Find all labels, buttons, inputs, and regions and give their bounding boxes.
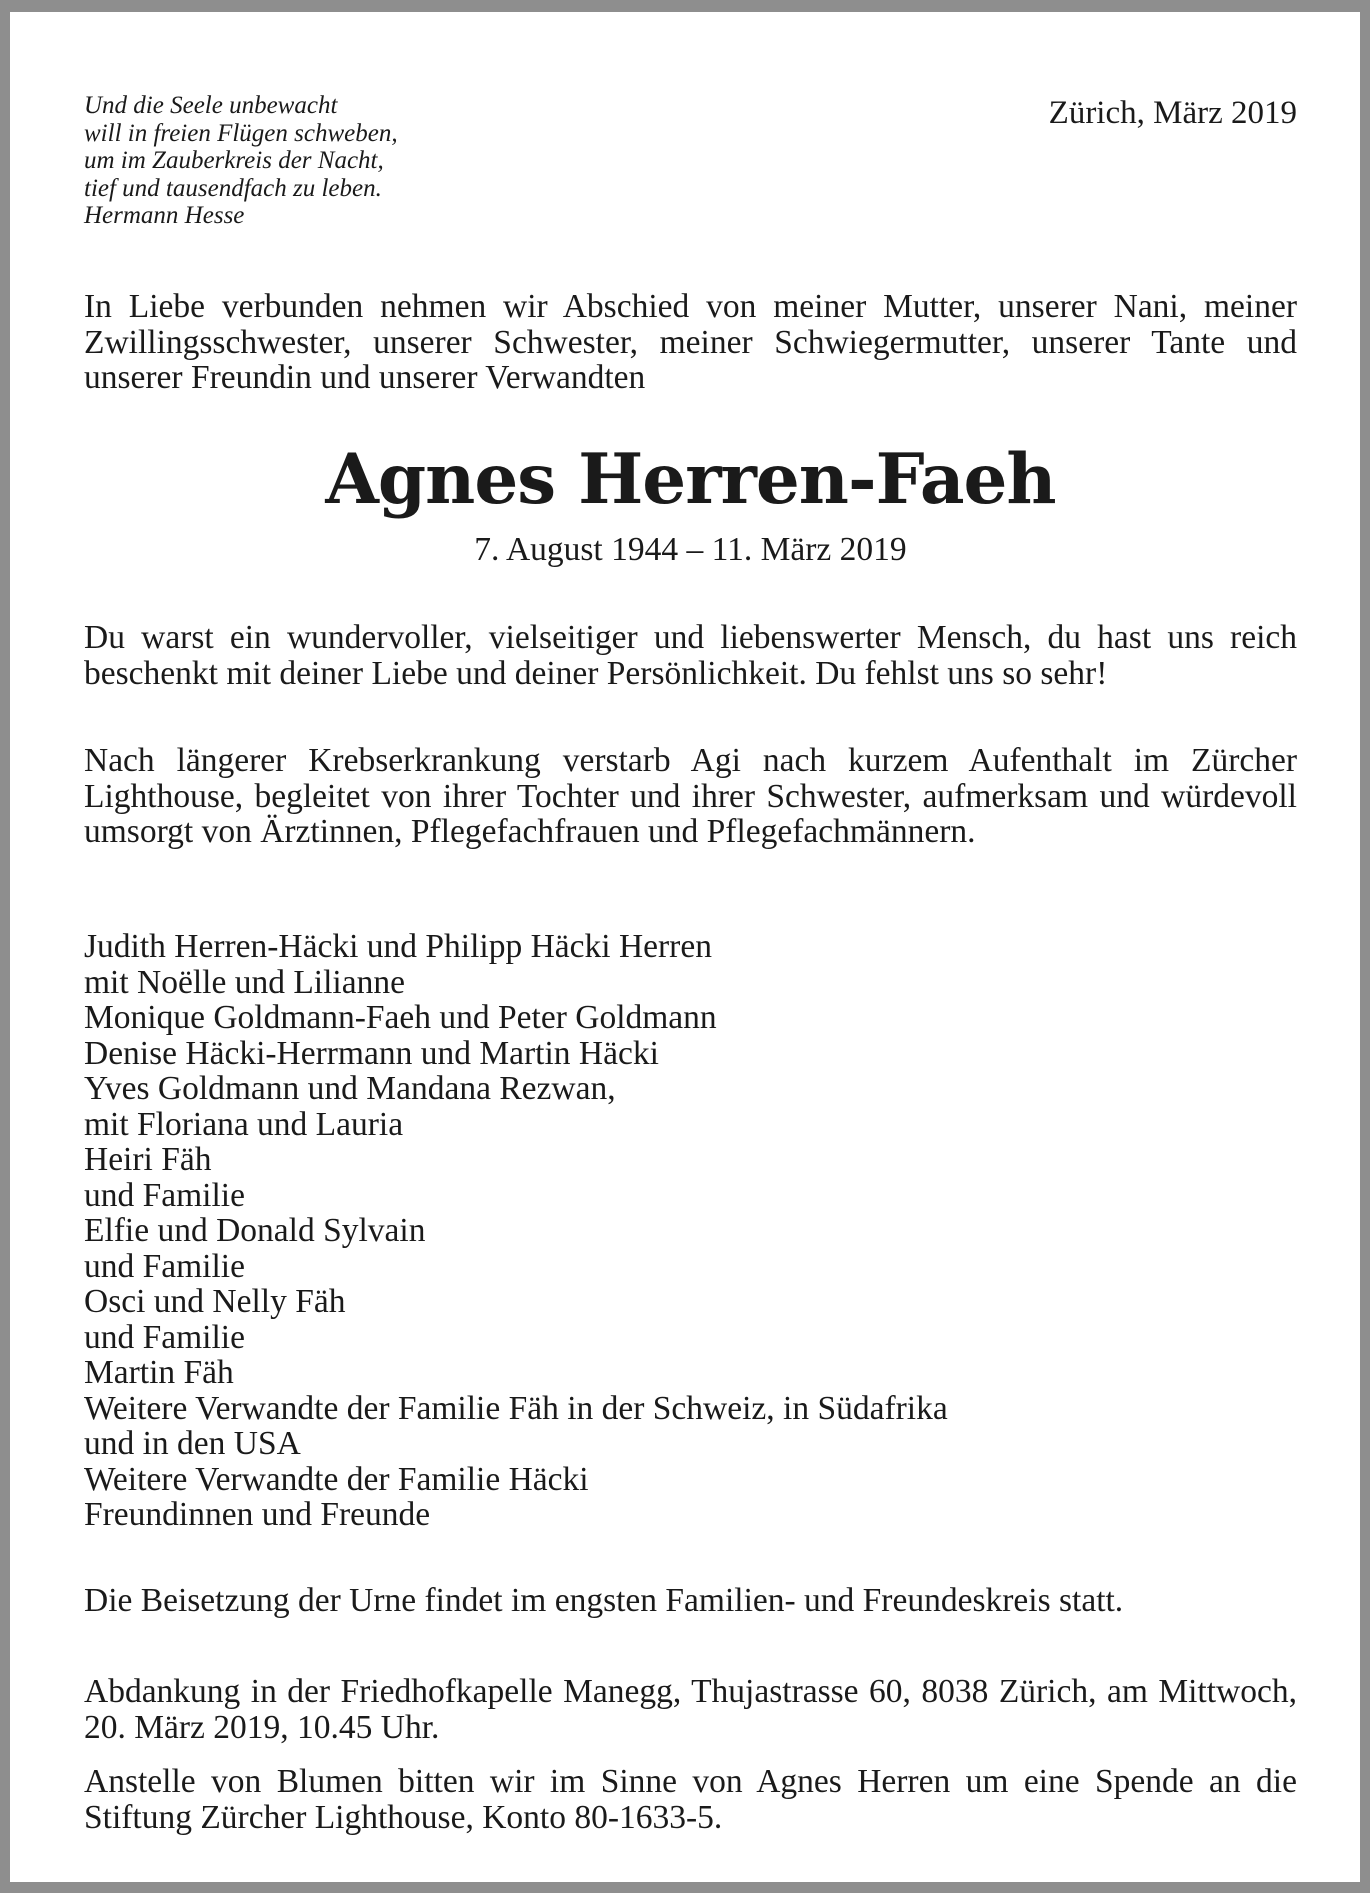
mourner-line: Weitere Verwandte der Familie Fäh in der Schweiz, in Südafrika bbox=[84, 1389, 948, 1427]
intro-text: In Liebe verbunden nehmen wir Abschied von meiner Mutter, unserer Nani, meiner Zwillingsschwester, unserer Schwester, meiner Schwiegermutter, unserer Tante und unserer Freundin und unserer Verwandten bbox=[84, 288, 1297, 396]
life-dates: 7. August 1944 – 11. März 2019 bbox=[474, 531, 907, 568]
mourner-line: Elfie und Donald Sylvain bbox=[84, 1212, 426, 1249]
mourner-line: Freundinnen und Freunde bbox=[84, 1496, 431, 1533]
mourners-list bbox=[84, 929, 1297, 1533]
mourner-line: und in den USA bbox=[84, 1425, 301, 1462]
mourner-line: Osci und Nelly Fäh bbox=[84, 1283, 346, 1320]
mourner-line: Heiri Fäh bbox=[84, 1141, 212, 1178]
passing-paragraph: Nach längerer Krebserkrankung verstarb Agi nach kurzem Aufenthalt im Zürcher Lighthouse, begleitet von ihrer Tochter und ihrer Schwester, aufmerksam und würdevoll umsorgt von Ärztinnen, Pflegefachfrauen und Pflegefachmännern. bbox=[84, 742, 1297, 850]
mourner-line: Denise Häcki-Herrmann und Martin Häcki bbox=[84, 1034, 659, 1072]
donation-paragraph: Anstelle von Blumen bitten wir im Sinne von Agnes Herren um eine Spende an die Stiftung Zürcher Lighthouse, Konto 80-1633-5. bbox=[84, 1763, 1297, 1836]
mourner-line: Judith Herren-Häcki und Philipp Häcki Herren bbox=[84, 928, 712, 965]
poem-quote bbox=[84, 92, 398, 230]
mourner-line: und Familie bbox=[84, 1318, 245, 1356]
deceased-name: Agnes Herren-Faeh bbox=[325, 439, 1056, 520]
mourner-line: Weitere Verwandte der Familie Häcki bbox=[84, 1460, 589, 1498]
ceremony-paragraph: Abdankung in der Friedhofkapelle Manegg, Thujastrasse 60, 8038 Zürich, am Mittwoch, 20. März 2019, 10.45 Uhr. bbox=[84, 1673, 1297, 1746]
mourner-line: Monique Goldmann-Faeh und Peter Goldmann bbox=[84, 999, 717, 1036]
burial-paragraph: Die Beisetzung der Urne findet im engsten Familien- und Freundeskreis statt. bbox=[84, 1582, 1124, 1619]
poem-author: Hermann Hesse bbox=[84, 202, 245, 229]
poem-line: will in freien Flügen schweben, bbox=[84, 119, 398, 147]
obituary-page bbox=[10, 12, 1360, 1882]
mourner-line: mit Noëlle und Lilianne bbox=[84, 963, 405, 1001]
place-date: Zürich, März 2019 bbox=[1048, 95, 1297, 131]
mourner-line: und Familie bbox=[84, 1176, 245, 1214]
mourner-line: mit Floriana und Lauria bbox=[84, 1105, 404, 1143]
obituary-content bbox=[84, 78, 1297, 1836]
header bbox=[84, 78, 1297, 228]
mourner-line: Martin Fäh bbox=[84, 1354, 234, 1391]
poem-line: Und die Seele unbewacht bbox=[84, 92, 338, 119]
poem-line: um im Zauberkreis der Nacht, bbox=[84, 147, 384, 174]
mourner-line: und Familie bbox=[84, 1247, 245, 1285]
poem-line: tief und tausendfach zu leben. bbox=[84, 174, 382, 202]
mourner-line: Yves Goldmann und Mandana Rezwan, bbox=[84, 1070, 616, 1107]
tribute-paragraph: Du warst ein wundervoller, vielseitiger und liebenswerter Mensch, du hast uns reich beschenkt mit deiner Liebe und deiner Persönlichkeit. Du fehlst uns so sehr! bbox=[84, 619, 1297, 692]
